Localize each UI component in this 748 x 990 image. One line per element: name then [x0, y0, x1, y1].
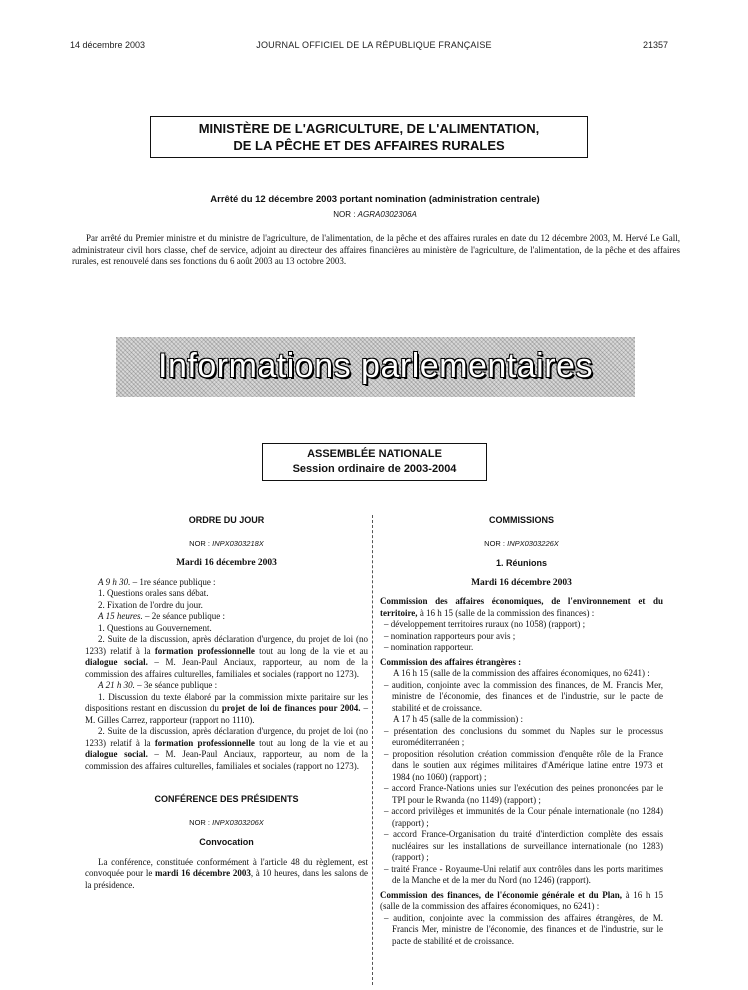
text-run-bold: formation professionnelle	[154, 645, 255, 656]
sitting-3-time: A 21 h 30.	[98, 680, 135, 690]
arrete-nor-label: NOR :	[333, 210, 356, 219]
left-column	[85, 515, 368, 891]
commission-2-slot-a: A 16 h 15 (salle de la commission des affaires économiques, no 6241) :	[393, 668, 650, 678]
commission-2	[380, 657, 663, 669]
sitting-2-heading	[85, 611, 368, 623]
agenda-nor-code: INPX0303218X	[212, 538, 264, 548]
agenda-item: – nomination rapporteurs pour avis ;	[384, 630, 516, 641]
meetings-subtitle: 1. Réunions	[495, 558, 547, 568]
header-page-number: 21357	[642, 40, 668, 50]
assembly-box	[262, 443, 487, 481]
agenda-item: – traité France - Royaume-Uni relatif aux contrôles dans les ports maritimes de la Manche et de la mer du Nord (no 1246) (rapport).	[384, 863, 663, 885]
text-run: La conférence, constituée conformément à l'article 48 du règlement, est convoquée pour le	[85, 856, 368, 878]
convocation-text	[85, 857, 368, 892]
text-run-bold: projet de loi de finances pour 2004.	[221, 703, 361, 713]
commission-3-name: Commission des finances, de l'économie générale et du Plan,	[380, 889, 622, 900]
sitting-1-item: 2. Fixation de l'ordre du jour.	[98, 599, 203, 610]
sitting-3-item	[85, 726, 368, 772]
commissions-nor	[380, 538, 663, 550]
text-run: – M. Jean-Paul Anciaux, rapporteur, au nom de la commission des affaires culturelles, familiales et sociales (rapport no 1273).	[85, 657, 368, 679]
commission-2-name: Commission des affaires étrangères :	[380, 656, 522, 667]
commission-3	[380, 890, 663, 913]
sitting-2-item: 1. Questions au Gouvernement.	[98, 622, 212, 633]
text-run-bold: mardi 16 décembre 2003	[155, 868, 251, 878]
session-name: Session ordinaire de 2003-2004	[292, 463, 457, 475]
commission-1	[380, 596, 663, 619]
text-run: – M. Gilles Carrez, rapporteur (rapport no 1110).	[85, 703, 369, 725]
text-run: tout au long de la vie et au	[254, 737, 368, 748]
sitting-3-item	[85, 692, 368, 727]
sitting-1-heading	[85, 577, 368, 589]
assembly-name: ASSEMBLÉE NATIONALE	[307, 448, 442, 460]
agenda-item: – développement territoires ruraux (no 1058) (rapport) ;	[384, 619, 586, 629]
text-run: tout au long de la vie et au	[254, 645, 368, 656]
sitting-2-item	[85, 634, 368, 680]
sitting-1-item: 1. Questions orales sans débat.	[98, 588, 209, 598]
text-run: 2. Suite de la discussion, après déclaration d'urgence, du projet de loi (no 1233) relatif à la	[85, 726, 368, 748]
sitting-3-heading	[85, 680, 368, 692]
agenda-nor-label: NOR :	[189, 538, 211, 548]
agenda-item: – audition, conjointe avec la commission des finances, de M. Francis Mer, ministre de l'économie, des finances et de l'industrie, sur le pacte de stabilité et de croissance.	[384, 679, 663, 713]
arrete-nor	[70, 210, 680, 219]
sitting-2-label: – 2e séance publique :	[142, 611, 225, 621]
sitting-2-time: A 15 heures.	[98, 611, 143, 621]
agenda-item: – nomination rapporteur.	[384, 642, 474, 652]
commission-1-time: à 16 h 15 (salle de la commission des finances) :	[417, 607, 595, 618]
column-divider	[372, 515, 373, 985]
commission-1-name: Commission des affaires économiques, de l'environnement et du territoire,	[380, 596, 663, 618]
ministry-line-1: MINISTÈRE DE L'AGRICULTURE, DE L'ALIMENTATION,	[198, 121, 540, 136]
agenda-title: ORDRE DU JOUR	[188, 515, 265, 525]
meetings-date: Mardi 16 décembre 2003	[471, 577, 572, 588]
arrete-text: Par arrêté du Premier ministre et du ministre de l'agriculture, de l'alimentation, de la pêche et des affaires rurales en date du 12 décembre 2003, M. Hervé Le Gall, administrateur civil hors classe, chef de service, adjoint au directeur des affaires financières au ministère de l'agriculture, de l'alimentation, de la pêche et des affaires rurales, est renouvelé dans ses fonctions du 6 août 2003 au 13 octobre 2003.	[72, 233, 680, 266]
agenda-item: – accord privilèges et immunités de la Cour pénale internationale (no 1284) (rapport) ;	[384, 806, 663, 828]
agenda-item: – proposition résolution création commission d'enquête rôle de la France dans le soutien aux régimes militaires d'Amérique latine entre 1973 et 1984 (no 1060) (rapport) ;	[384, 748, 663, 782]
sitting-3-label: – 3e séance publique :	[134, 680, 218, 690]
agenda-item: – accord France-Organisation du traité d'interdiction complète des essais nucléaires sur les installations de surveillance internationale (no 1283) (rapport) ;	[384, 829, 663, 862]
banner-title: Informations parlementaires	[158, 347, 593, 385]
commissions-nor-label: NOR :	[484, 538, 506, 548]
text-run-bold: formation professionnelle	[154, 737, 255, 748]
running-header	[0, 40, 748, 54]
arrete-title: Arrêté du 12 décembre 2003 portant nomination (administration centrale)	[210, 194, 540, 205]
conference-title: CONFÉRENCE DES PRÉSIDENTS	[154, 794, 299, 804]
sitting-1-label: – 1re séance publique :	[130, 576, 216, 587]
right-column	[380, 515, 663, 947]
text-run: 2. Suite de la discussion, après déclaration d'urgence, du projet de loi (no 1233) relatif à la	[85, 634, 368, 656]
text-run: 1. Discussion du texte élaboré par la commission mixte paritaire sur les dispositions restant en discussion du	[85, 691, 368, 713]
commission-3-time: à 16 h 15 (salle de la commission des affaires économiques, no 6241) :	[380, 889, 663, 911]
agenda-nor	[85, 538, 368, 550]
convocation-title: Convocation	[199, 837, 254, 847]
arrete-nor-code: AGRA0302306A	[357, 210, 417, 219]
conference-nor	[85, 817, 368, 829]
sitting-1-time: A 9 h 30.	[98, 576, 131, 587]
conference-nor-code: INPX0303206X	[212, 817, 264, 827]
ministry-box	[150, 116, 588, 158]
agenda-item: – accord France-Nations unies sur l'exécution des peines prononcées par le TPI pour le Rwanda (no 1149) (rapport) ;	[384, 783, 663, 805]
commissions-nor-code: INPX0303226X	[507, 538, 559, 548]
text-run: , à 10 heures, dans les salons de la présidence.	[85, 868, 368, 890]
agenda-date: Mardi 16 décembre 2003	[176, 558, 277, 568]
text-run: – M. Jean-Paul Anciaux, rapporteur, au nom de la commission des affaires culturelles, familiales et sociales (rapport no 1273).	[85, 749, 368, 771]
commission-2-slot-b: A 17 h 45 (salle de la commission) :	[393, 714, 523, 724]
header-date: 14 décembre 2003	[70, 40, 146, 50]
commissions-title: COMMISSIONS	[488, 515, 554, 525]
agenda-item: – présentation des conclusions du sommet du Naples sur le processus euroméditerranéen ;	[384, 725, 663, 747]
agenda-item: – audition, conjointe avec la commission des affaires étrangères, de M. Francis Mer, ministre de l'économie, des finances et de l'industrie, sur le pacte de stabilité et de croissance.	[384, 912, 663, 946]
header-journal-title: JOURNAL OFFICIEL DE LA RÉPUBLIQUE FRANÇAISE	[256, 40, 492, 50]
text-run-bold: dialogue social.	[85, 749, 148, 759]
section-banner	[116, 337, 635, 397]
ministry-line-2: DE LA PÊCHE ET DES AFFAIRES RURALES	[233, 138, 505, 153]
text-run-bold: dialogue social.	[85, 657, 148, 667]
conference-nor-label: NOR :	[189, 817, 211, 827]
